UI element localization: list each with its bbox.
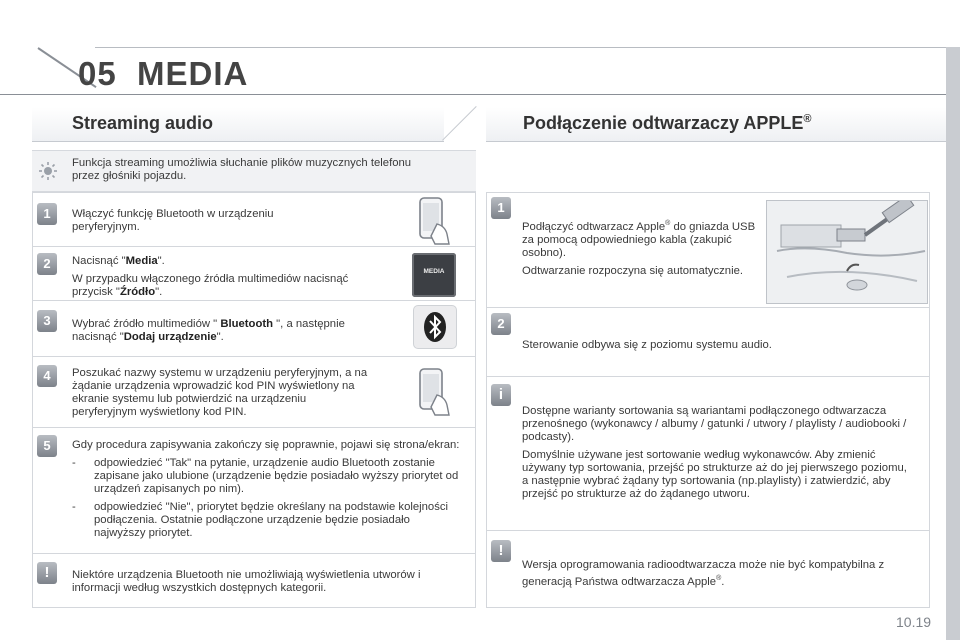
intro-text: Funkcja streaming umożliwia słuchanie plików muzycznych telefonu przez głośniki pojazdu. — [72, 157, 412, 182]
media-button-icon: MEDIA — [412, 253, 456, 297]
warning-text-left: Niektóre urządzenia Bluetooth nie umożliwiają wyświetlenia utworów i informacji według wszystkich dostępnych kategorii. — [72, 569, 421, 594]
warning-icon: ! — [37, 562, 57, 584]
separator — [32, 427, 476, 428]
step-number-3: 3 — [37, 310, 57, 332]
header-rule-top — [95, 47, 947, 48]
separator — [486, 307, 930, 308]
step-number-2: 2 — [37, 253, 57, 275]
step-number-1: 1 — [37, 203, 57, 225]
bluetooth-tile — [414, 306, 456, 348]
step-2-text: Nacisnąć "Media". W przypadku włączonego źródła multimediów nacisnąć przycisk "Źródło". — [72, 255, 349, 298]
bullet-item: - odpowiedzieć "Nie", priorytet będzie określany na podstawie kolejności podłączenia. Ostatnie podłączone urządzenie będzie posiadało najwyższy priorytet. — [72, 501, 449, 539]
apple-step-1-text: Podłączyć odtwarzacz Apple® do gniazda USB za pomocą odpowiedniego kabla (zakupić osobno). Odtwarzanie rozpoczyna się automatycznie. — [522, 220, 756, 277]
step-number-2: 2 — [491, 313, 511, 335]
step-1-text: Włączyć funkcję Bluetooth w urządzeniu peryferyjnym. — [72, 208, 274, 233]
warning-text-right: Wersja oprogramowania radioodtwarzacza może nie być kompatybilna z generacją Państwa odtwarzacza Apple®. — [522, 559, 885, 588]
separator — [32, 300, 476, 301]
header-divider — [442, 106, 477, 141]
info-icon: i — [491, 384, 511, 406]
chapter-number: 05 — [78, 55, 117, 92]
step-number-4: 4 — [37, 365, 57, 387]
warning-icon: ! — [491, 540, 511, 562]
step-number-1: 1 — [491, 197, 511, 219]
section-title-apple: Podłączenie odtwarzaczy APPLE® — [523, 113, 812, 133]
section-header-apple — [486, 107, 946, 142]
separator — [486, 530, 930, 531]
step-4-text: Poszukać nazwy systemu w urządzeniu peryferyjnym, a na żądanie urządzenia wprowadzić kod PIN wyświetlony na ekranie systemu lub potwierdzić na urządzeniu peryferyjnym wyświetlony kod PIN. — [72, 367, 368, 418]
bullet-item: - odpowiedzieć "Tak" na pytanie, urządzenie audio Bluetooth zostanie zapisane jako ulubione (urządzenie będzie posiadało wyższy priorytet od urządzeń zapisanych po nim). — [72, 457, 459, 495]
usb-socket-illustration — [766, 200, 928, 304]
intro-box — [32, 150, 476, 192]
separator — [32, 356, 476, 357]
phone-hand-icon — [413, 194, 453, 246]
step-5-text: Gdy procedura zapisywania zakończy się poprawnie, pojawi się strona/ekran: - odpowiedzieć "Tak" na pytanie, urządzenie audio Bluetooth zostanie zapisane jako ulubione (urządzenie będzie posiadało wyższy priorytet od urządzeń zapisanych po nim). - odpowiedzieć "Nie", priorytet będzie określany na podstawie kolejności podłączenia. Ostatnie podłączone urządzenie będzie posiadało najwyższy priorytet. — [72, 439, 462, 545]
info-text: Dostępne warianty sortowania są wariantami podłączonego odtwarzacza przenośnego (wykonawcy / albumy / gatunki / utwory / playlisty / audiobooki / podcasty). Domyślnie używane jest sortowanie według wykonawców. Aby zmienić używany typ sortowania, przejść po strukturze aż do jej pierwszego poziomu, a następnie wybrać żądany typ sortowania (np.playlisty) i zatwierdzić, aby przejść po strukturze aż do żądanego utworu. — [522, 405, 907, 500]
step-number-5: 5 — [37, 435, 57, 457]
chapter-title: MEDIA — [137, 55, 249, 92]
apple-step-2-text: Sterowanie odbywa się z poziomu systemu audio. — [522, 339, 772, 351]
usb-cable-icon — [767, 201, 927, 303]
separator — [486, 376, 930, 377]
bluetooth-icon — [414, 306, 456, 348]
tip-sun-icon — [38, 161, 58, 181]
separator — [32, 553, 476, 554]
page-number: 10.19 — [896, 614, 932, 630]
section-header-streaming — [32, 107, 444, 142]
page-edge-bar — [946, 47, 960, 640]
header-rule — [0, 94, 946, 95]
section-title-streaming: Streaming audio — [72, 113, 214, 133]
separator — [32, 246, 476, 247]
step-3-text: Wybrać źródło multimediów " Bluetooth ", a następnie nacisnąć "Dodaj urządzenie". — [72, 318, 345, 343]
phone-hand-icon — [413, 365, 453, 417]
